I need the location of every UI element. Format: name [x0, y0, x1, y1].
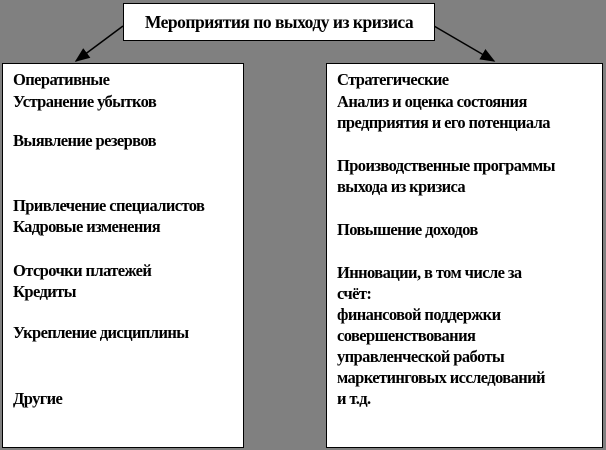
- operational-item: Кредиты: [13, 282, 76, 301]
- diagram-title: Мероприятия по выходу из кризиса: [144, 11, 414, 32]
- arrow-to-operational: [76, 26, 123, 61]
- operational-item: Устранение убытков: [13, 92, 157, 111]
- strategic-box: [326, 63, 603, 448]
- operational-item: Другие: [13, 389, 63, 408]
- strategic-item: финансовой поддержки: [337, 305, 501, 324]
- strategic-item: и т.д.: [337, 389, 371, 408]
- strategic-item: Повышение доходов: [337, 220, 478, 239]
- title-box: [123, 3, 435, 41]
- operational-item: Выявление резервов: [13, 131, 156, 150]
- operational-heading: Оперативные: [13, 70, 110, 89]
- operational-item: Кадровые изменения: [13, 217, 161, 236]
- operational-item: Привлечение специалистов: [13, 196, 205, 215]
- strategic-heading: Стратегические: [337, 70, 449, 89]
- strategic-item: счёт:: [337, 284, 372, 303]
- operational-item: Отсрочки платежей: [13, 261, 152, 280]
- strategic-item: выхода из кризиса: [337, 177, 466, 196]
- strategic-item: Инновации, в том числе за: [337, 263, 522, 282]
- operational-box: [2, 63, 244, 448]
- strategic-item: предприятия и его потенциала: [337, 113, 550, 132]
- strategic-item: Производственные программы: [337, 156, 555, 175]
- strategic-item: управленческой работы: [337, 347, 505, 366]
- strategic-item: маркетинговых исследований: [337, 368, 545, 387]
- operational-item: Укрепление дисциплины: [13, 323, 189, 342]
- strategic-item: совершенствования: [337, 326, 476, 345]
- strategic-item: Анализ и оценка состояния: [337, 92, 527, 111]
- arrow-to-strategic: [434, 26, 494, 61]
